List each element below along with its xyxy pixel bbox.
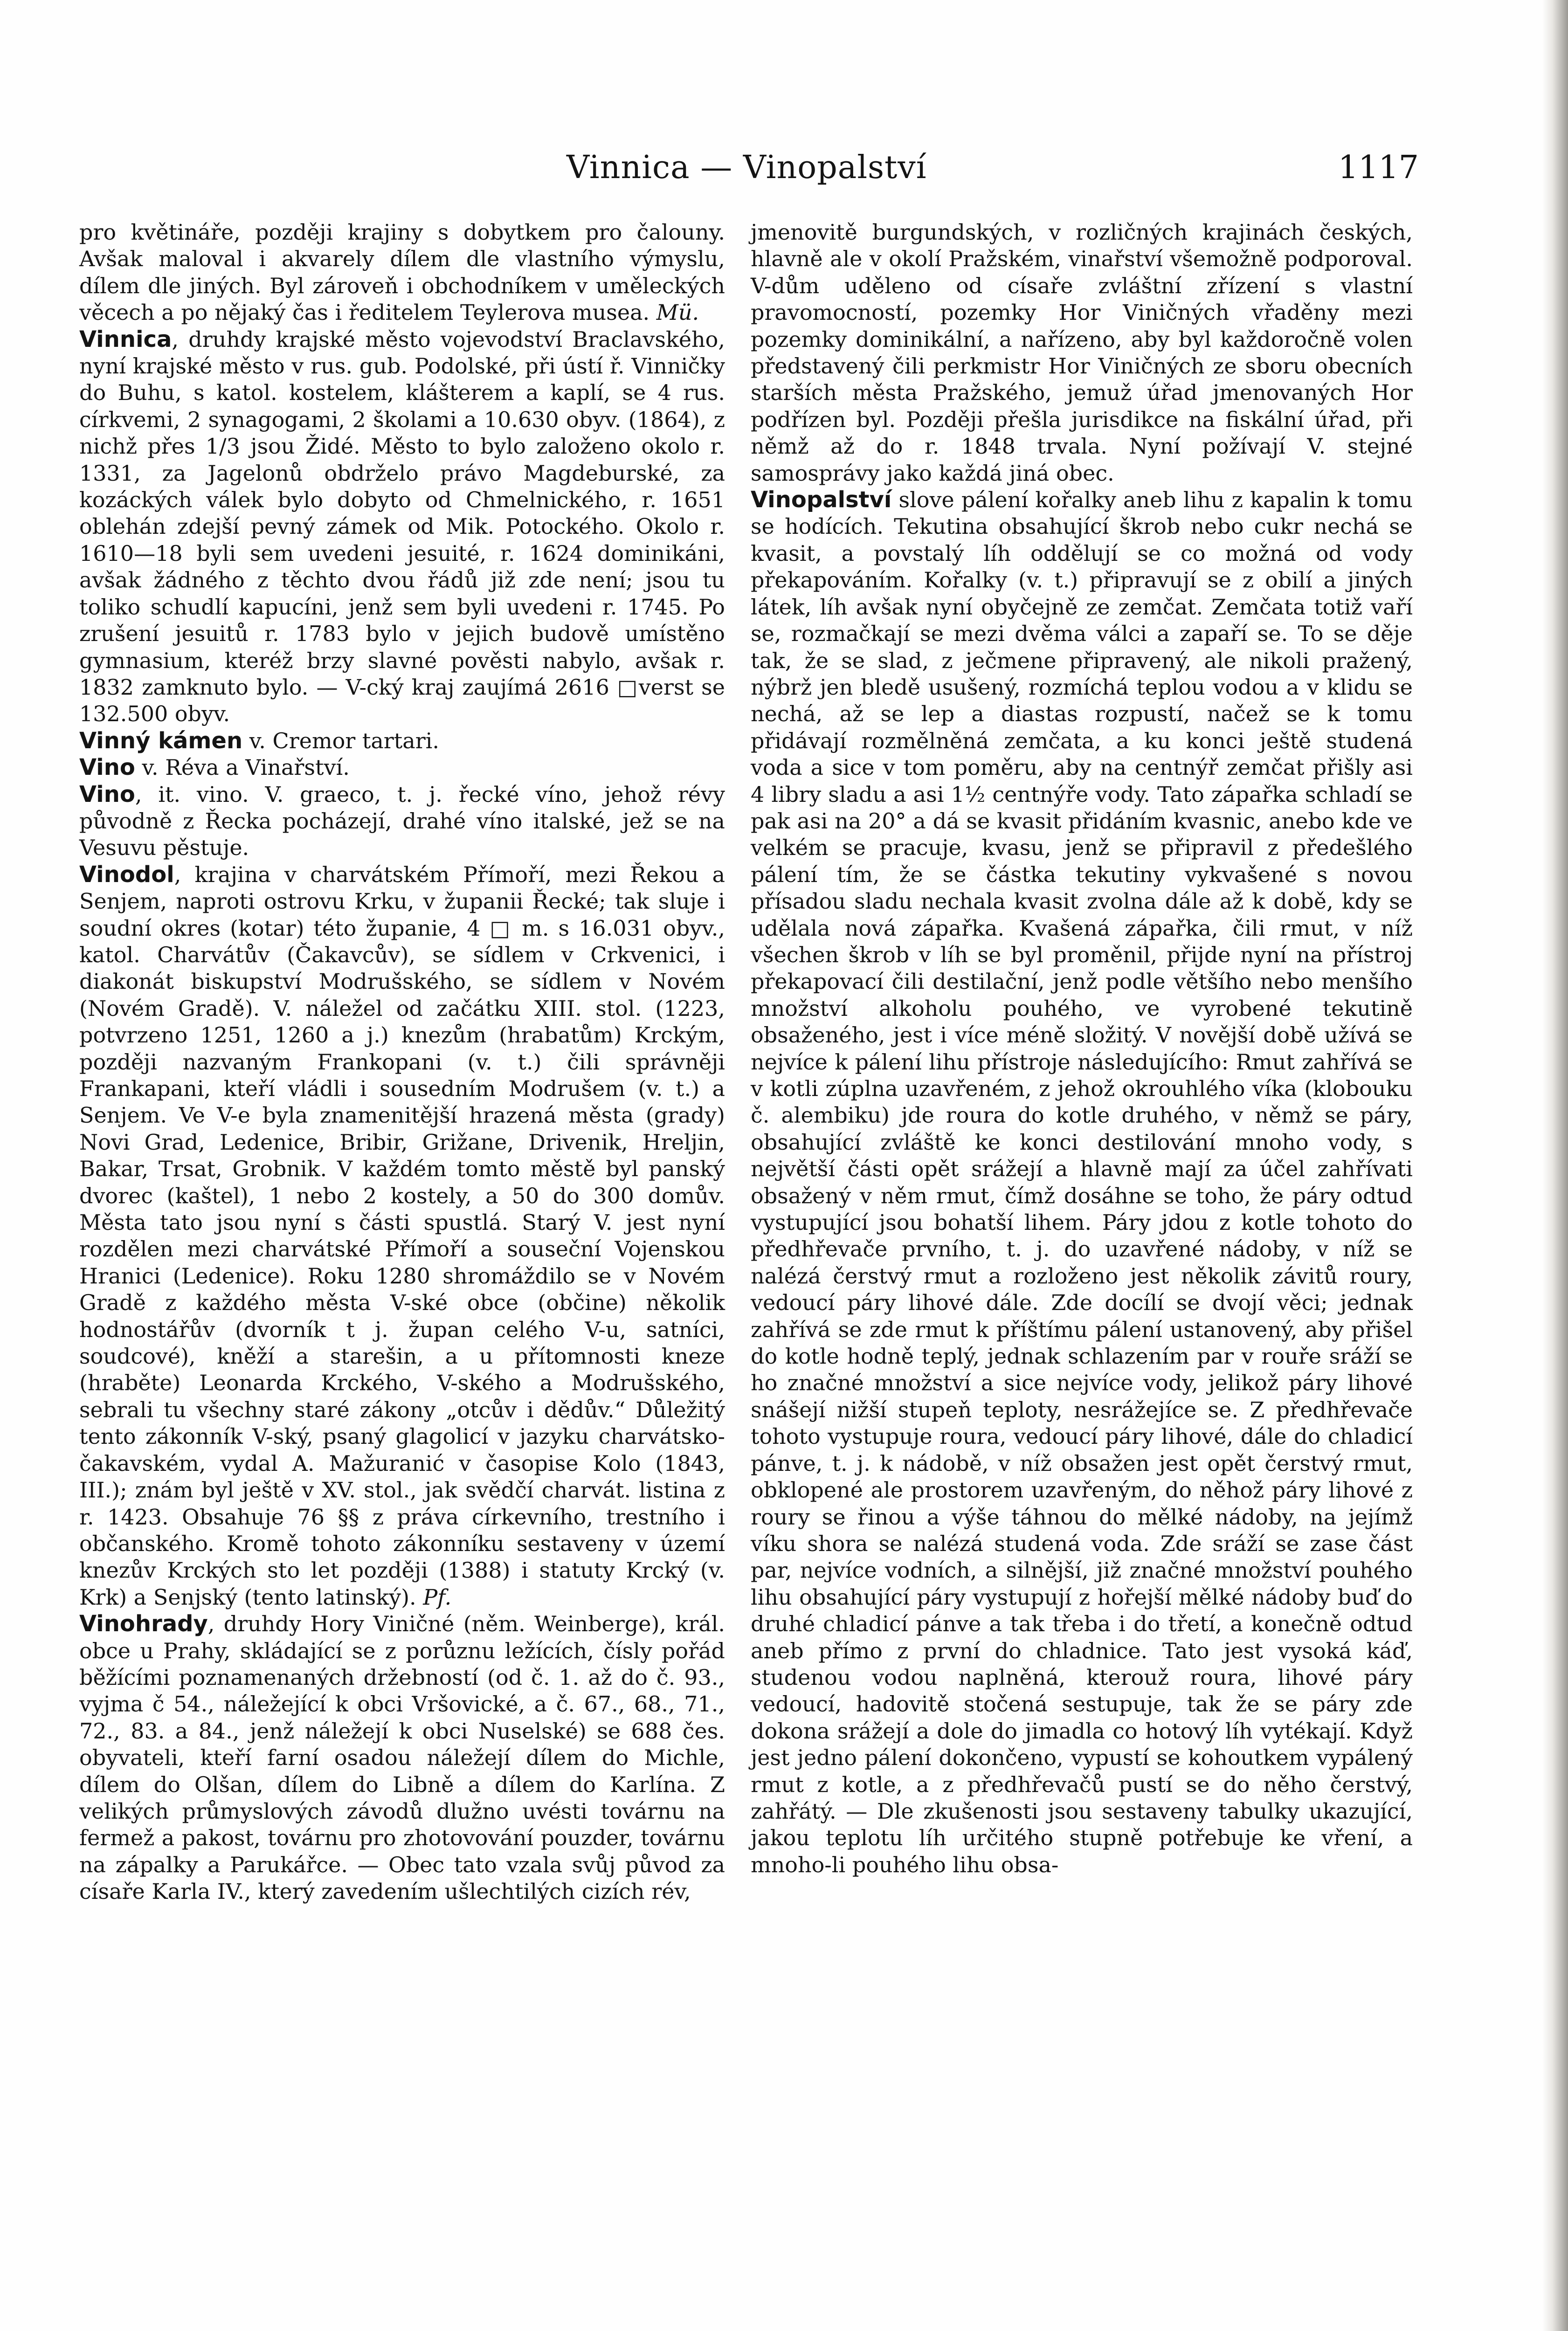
author-signature: Mü. <box>656 300 699 325</box>
running-header <box>0 135 1568 191</box>
entry-vino-2 <box>79 781 725 862</box>
entry-headword: Vino <box>79 754 135 781</box>
entry-vinopalstvi <box>751 487 1413 1878</box>
entry-headword: Vinnica <box>79 326 172 352</box>
entry-text: pro květináře, později krajiny s dobytkem pro čalouny. Avšak maloval i akvarely dílem dle vlastního výmyslu, dílem dle jiných. Byl zároveň i obchodníkem v uměleckých věcech a po nějaký čas i ředitelem Teylerova musea. <box>79 220 725 325</box>
entry-text: v. Réva a Vinařství. <box>135 755 350 780</box>
entry-vinnica <box>79 326 725 728</box>
entry-headword: Vinný kámen <box>79 727 243 754</box>
entry-text: , it. vino. V. graeco, t. j. řecké víno, jehož révy původně z Řecka pocházejí, drahé víno italské, jež se na Vesuvu pěstuje. <box>79 781 725 861</box>
entry-continuation <box>79 219 725 326</box>
entry-vinodol <box>79 862 725 1611</box>
right-column <box>751 219 1413 1878</box>
entry-continuation <box>751 219 1413 487</box>
entry-text: slove pálení kořalky aneb lihu z kapalin k tomu se hodících. Tekutina obsahující škrob nebo cukr nechá se kvasit, a povstalý líh oddělují se co možná od vody překapováním. Kořalky (v. t.) připravují se z obilí a jiných látek, líh avšak nyní obyčejně ze zemčat. Zemčata totiž vaří se, rozmačkají se mezi dvěma válci a zapaří se. To se děje tak, že se slad, z ječmene připravený, ale nikoli pražený, nýbrž jen bledě usušený, rozmíchá teplou vodou a v klidu se nechá, až se lep a diastas rozpustí, načež se k tomu přidávají rozmělněná zemčata, a ku konci ještě studená voda a sice v tom poměru, aby na centnýř zemčat přišly asi 4 libry sladu a asi 1½ centnýře vody. Tato zápařka schladí se pak asi na 20° a dá se kvasit přidáním kvasnic, anebo kde ve velkém se pracuje, kvasu, jenž se připravil z předešlého pálení tím, že se částka tekutiny vykvašené s novou přísadou sladu nechala kvasit zvolna dále až k době, kdy se udělala nová zápařka. Kvašená zápařka, čili rmut, v níž všechen škrob v líh se byl proměnil, přijde nyní na přístroj překapovací čili destilační, jenž podle většího nebo menšího množství alkoholu pouhého, ve vyrobené tekutině obsaženého, jest i více méně složitý. V novější době užívá se nejvíce k pálení lihu přístroje následujícího: Rmut zahřívá se v kotli zúplna uzavřeném, z jehož okrouhlého víka (klobouku č. alembiku) jde roura do kotle druhého, v němž se páry, obsahující zvláště ke konci destilování mnoho vody, s největší části opět srážejí a hlavně mají za účel zahřívati obsažený v něm rmut, čímž dosáhne se toho, že páry odtud vystupující jsou bohatší lihem. Páry jdou z kotle tohoto do předhřevače prvního, t. j. do uzavřené nádoby, v níž se nalézá čerstvý rmut a rozloženo jest několik závitů roury, vedoucí páry lihové dále. Zde docílí se dvojí věci; jednak zahřívá se zde rmut k příštímu pálení ustanovený, aby přišel do kotle hodně teplý, jednak schlazením par v rouře sráží se ho značné množství a sice nejvíce vody, jelikož páry lihové snášejí nižší stupeň teploty, nesrážejíce se. Z předhřevače tohoto vystupuje roura, vedoucí páry lihové, dále do chladicí pánve, t. j. k nádobě, v níž obsažen jest opět čerstvý rmut, obklopené ale prostorem uzavřeným, do něhož páry lihové z roury se řinou a výše táhnou do mělké nádoby, na jejímž víku shora se nalézá studená voda. Zde sráží se zase část par, nejvíce vodních, a silnější, již značné množství pouhého lihu obsahující páry vystupují z hořejší mělké nádoby buď do druhé chladicí pánve a tak třeba i do třetí, a konečně odtud aneb přímo z první do chladnice. Tato jest vysoká káď, studenou vodou naplněná, kterouž roura, lihové páry vedoucí, hadovitě stočená sestupuje, tak že se páry zde dokona srážejí a dole do jimadla co hotový líh vytékají. Když jest jedno pálení dokončeno, vypustí se kohoutkem vypálený rmut z kotle, a z předhřevačů pustí se do něho čerstvý, zahřátý. — Dle zkušenosti jsou sestaveny tabulky ukazující, jakou teplotu líh určitého stupně potřebuje ke vření, a mnoho-li pouhého lihu obsa- <box>751 487 1413 1877</box>
entry-text: , druhdy Hory Viničné (něm. Weinberge), král. obce u Prahy, skládající se z porůznu ležících, čísly pořád běžícími poznamenaných držebností (od č. 1. až do č. 93., vyjma č 54., náležející k obci Vršovické, a č. 67., 68., 71., 72., 83. a 84., jenž náležejí k obci Nuselské) se 688 čes. obyvateli, kteří farní osadou náležejí dílem do Michle, dílem do Olšan, dílem do Libně a dílem do Karlína. Z velikých průmyslových závodů dlužno uvésti továrnu na fermež a pakost, továrnu pro zhotovování pouzder, továrnu na zápalky a Parukářce. — Obec tato vzala svůj původ za císaře Karla IV., který zavedením ušlechtilých cizích rév, <box>79 1611 725 1904</box>
entry-headword: Vinohrady <box>79 1611 208 1637</box>
entry-text: v. Cremor tartari. <box>242 728 440 753</box>
entry-text: , druhdy krajské město vojevodství Braclavského, nyní krajské město v rus. gub. Podolské, při ústí ř. Vinničky do Buhu, s katol. kostelem, klášterem a kaplí, se 4 rus. církvemi, 2 synagogami, 2 školami a 10.630 obyv. (1864), z nichž přes 1/3 jsou Židé. Město to bylo založeno okolo r. 1331, za Jagelonů obdrželo právo Magdeburské, za kozáckých válek bylo dobyto od Chmelnického, r. 1651 oblehán zdejší pevný zámek od Mik. Potockého. Okolo r. 1610—18 byli sem uvedeni jesuité, r. 1624 dominikáni, avšak žádného z těchto dvou řádů již zde není; jsou tu toliko schudlí kapucíni, jenž sem byli uvedeni r. 1745. Po zrušení jesuitů r. 1783 bylo v jejich budově umístěno gymnasium, kteréž brzy slavné pověsti nabylo, avšak r. 1832 zamknuto bylo. — V-cký kraj zaujímá 2616 □verst se 132.500 obyv. <box>79 326 725 727</box>
page-edge-shadow <box>1542 0 1568 2331</box>
author-signature: Pf. <box>423 1584 452 1610</box>
left-column <box>79 219 725 1905</box>
entry-vinny-kamen <box>79 728 725 754</box>
entry-vinohrady <box>79 1611 725 1905</box>
entry-headword: Vinodol <box>79 861 174 888</box>
running-title: Vinnica — Vinopalství <box>566 149 927 186</box>
entry-headword: Vinopalství <box>751 487 892 513</box>
entry-vino-1 <box>79 754 725 781</box>
entry-headword: Vino <box>79 781 135 807</box>
entry-text: , krajina v charvátském Přímoří, mezi Řekou a Senjem, naproti ostrovu Krku, v županii Řecké; tak sluje i soudní okres (kotar) této županie, 4 □ m. s 16.031 obyv., katol. Charvátův (Čakavcův), se sídlem v Crkvenici, i diakonát biskupství Modrušského, se sídlem v Novém (Novém Gradě). V. náležel od začátku XIII. stol. (1223, potvrzeno 1251, 1260 a j.) knezům (hrabatům) Krckým, později nazvaným Frankopani (v. t.) čili správněji Frankapani, kteří vládli i sousedním Modrušem (v. t.) a Senjem. Ve V-e byla znamenitější hrazená města (grady) Novi Grad, Ledenice, Bribir, Grižane, Drivenik, Hreljin, Bakar, Trsat, Grobnik. V každém tomto městě byl panský dvorec (kaštel), 1 nebo 2 kostely, a 50 do 300 domův. Města tato jsou nyní s části spustlá. Starý V. jest nyní rozdělen mezi charvátské Přímoří a souseční Vojenskou Hranici (Ledenice). Roku 1280 shromáždilo se v Novém Gradě z každého města V-ské obce (občine) několik hodnostářův (dvorník t j. župan celého V-u, satníci, soudcové), kněží a starešin, a u přítomnosti kneze (hraběte) Leonarda Krckého, V-ského a Modrušského, sebrali tu všechny staré zákony „otcův i dědův.“ Důležitý tento zákonník V-ský, psaný glagolicí v jazyku charvátsko-čakavském, vydal A. Mažuranić v časopise Kolo (1843, III.); znám byl ještě v XV. stol., jak svědčí charvát. listina z r. 1423. Obsahuje 76 §§ z práva církevního, trestního i občanského. Kromě tohoto zákonníku sestaveny v území knezův Krckých sto let později (1388) i statuty Krcký (v. Krk) a Senjský (tento latinský). <box>79 862 725 1610</box>
page-number: 1117 <box>1338 149 1419 186</box>
entry-text: jmenovitě burgundských, v rozličných krajinách českých, hlavně ale v okolí Pražském, vinařství všemožně podporoval. V-dům uděleno od císaře zvláštní zřízení s vlastní pravomocností, pozemky Hor Viničných vřaděny mezi pozemky dominikální, a nařízeno, aby byl každoročně volen představený čili perkmistr Hor Viničných ze sboru obecních starších města Pražského, jemuž úřad jmenovaných Hor podřízen byl. Později přešla jurisdikce na fiskální úřad, při němž až do r. 1848 trvala. Nyní požívají V. stejné samosprávy jako každá jiná obec. <box>751 220 1413 486</box>
